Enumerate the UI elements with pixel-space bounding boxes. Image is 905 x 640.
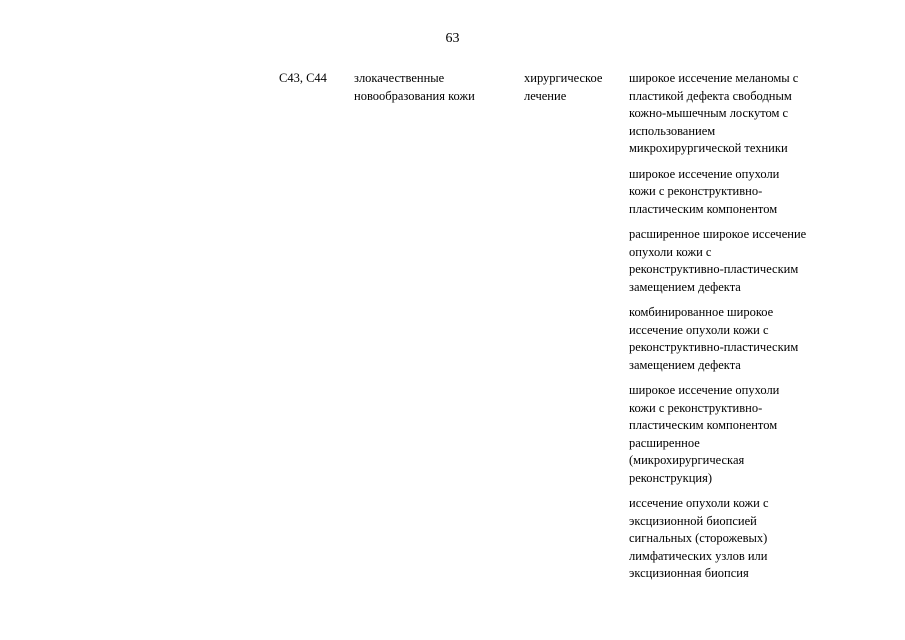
treatment-methods-list [629,70,829,591]
method-item: иссечение опухоли кожи с эксцизионной биопсией сигнальных (сторожевых) лимфатических узлов или эксцизионная биопсия [629,496,769,580]
diagnosis-cell: злокачественные новообразования кожи [354,71,475,103]
page-number: 63 [445,31,460,46]
method-item: комбинированное широкое иссечение опухоли кожи с реконструктивно-пластическим замещением дефекта [629,305,799,372]
method-item: широкое иссечение опухоли кожи с реконструктивно- пластическим компонентом расширенное (микрохирургическая реконструкция) [629,383,780,485]
method-item: широкое иссечение опухоли кожи с реконструктивно- пластическим компонентом [629,166,780,216]
method-item: расширенное широкое иссечение опухоли кожи с реконструктивно-пластическим замещением дефекта [629,227,807,294]
icd-code-cell: C43, C44 [279,71,327,85]
treatment-type-cell: хирургическое лечение [524,71,603,103]
method-item: широкое иссечение меланомы с пластикой дефекта свободным кожно-мышечным лоскутом с использованием микрохирургической техники [629,71,799,155]
